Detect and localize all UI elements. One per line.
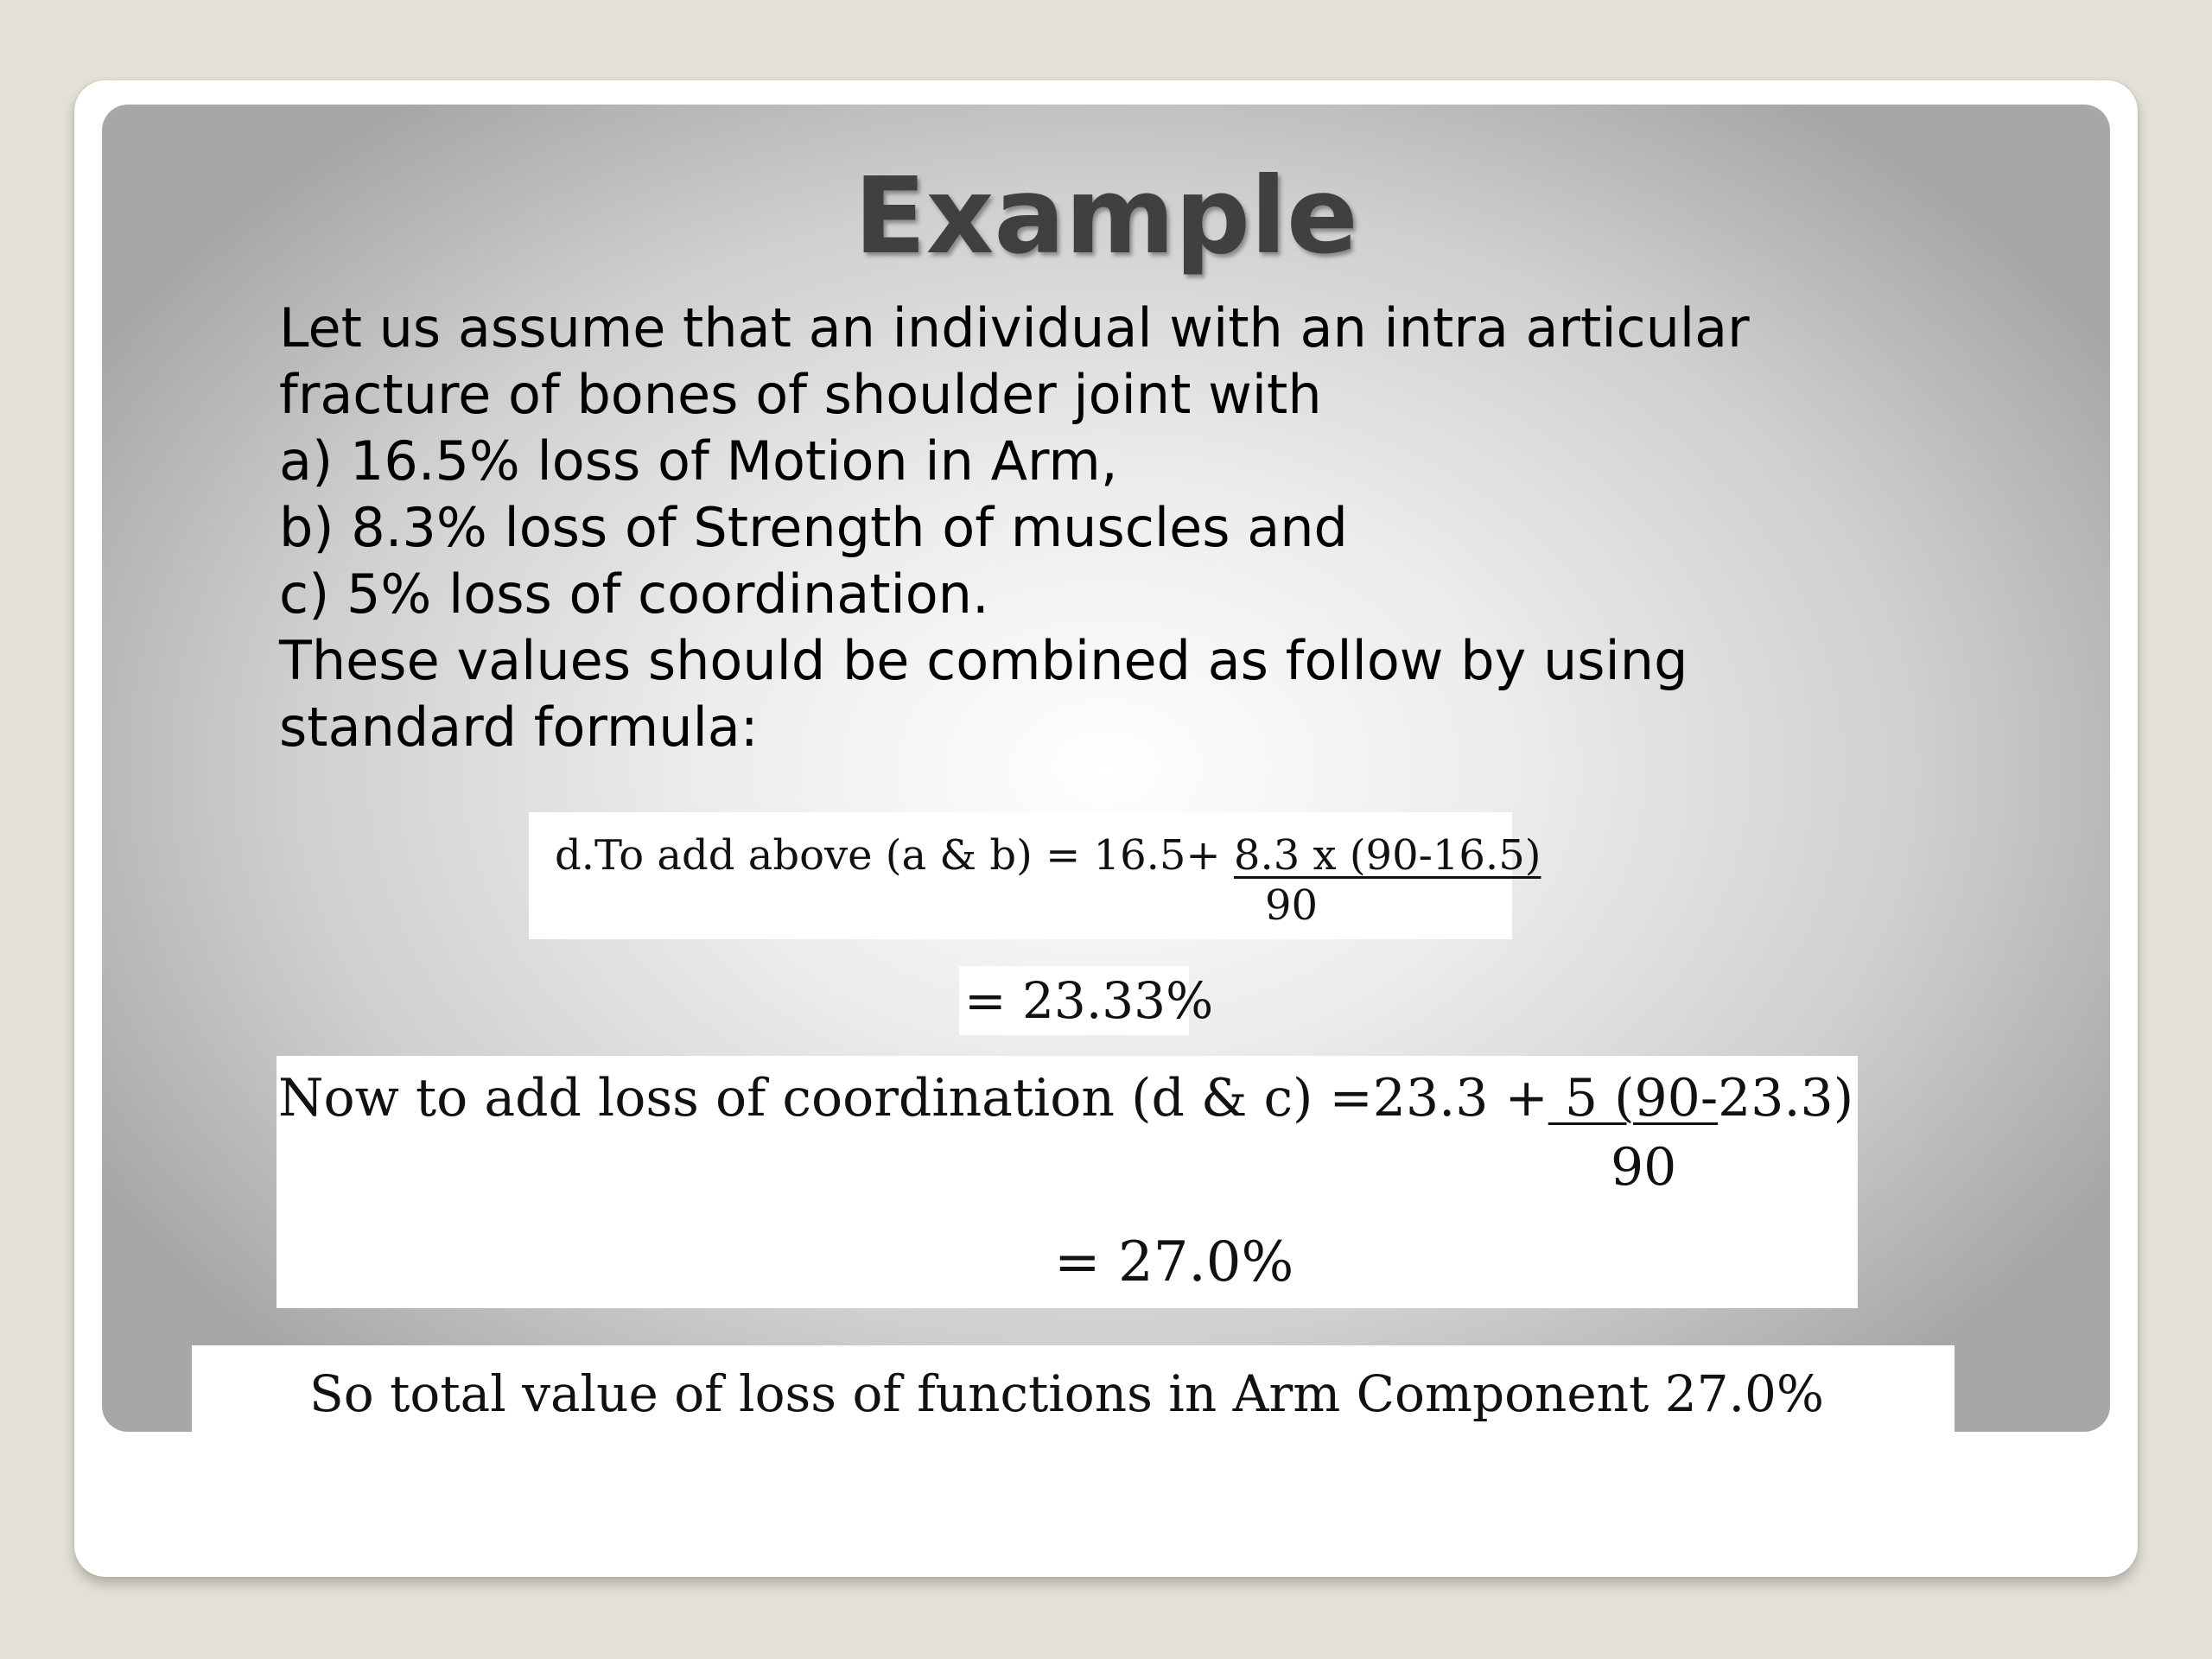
formula-2-prefix: Now to add loss of coordination (d & c) =23.3 + — [278, 1068, 1548, 1128]
slide-title: Example — [854, 155, 1358, 277]
result-2-text: = 27.0% — [1054, 1230, 1294, 1294]
formula-2-line — [278, 1068, 1853, 1128]
formula-2-numerator-underlined: 5 (90- — [1548, 1068, 1719, 1128]
list-item-c: c) 5% loss of coordination. — [279, 563, 989, 626]
result-1-text: = 23.33% — [964, 971, 1214, 1030]
body-line: Let us assume that an individual with an intra articular — [279, 296, 1750, 359]
formula-result-1 — [959, 966, 1214, 1035]
formula-image-1 — [529, 812, 1541, 939]
conclusion-box — [192, 1345, 1955, 1433]
formula-1-line — [555, 831, 1541, 880]
formula-2-numerator-rest: 23.3) — [1718, 1068, 1854, 1128]
conclusion-text: So total value of loss of functions in Arm Component 27.0% — [309, 1364, 1825, 1423]
list-item-b: b) 8.3% loss of Strength of muscles and — [279, 496, 1348, 559]
body-line: standard formula: — [279, 696, 759, 759]
formula-2-denominator: 90 — [1611, 1137, 1677, 1198]
formula-1-denominator: 90 — [1265, 881, 1319, 930]
formula-1-numerator: 8.3 x (90-16.5) — [1233, 831, 1541, 880]
body-line: fracture of bones of shoulder joint with — [279, 363, 1322, 426]
list-item-a: a) 16.5% loss of Motion in Arm, — [279, 429, 1118, 493]
formula-image-2 — [276, 1056, 1858, 1308]
slide-body — [279, 295, 1921, 760]
formula-1-prefix: d.To add above (a & b) = 16.5+ — [555, 831, 1234, 880]
body-line: These values should be combined as follow by using — [279, 629, 1688, 692]
